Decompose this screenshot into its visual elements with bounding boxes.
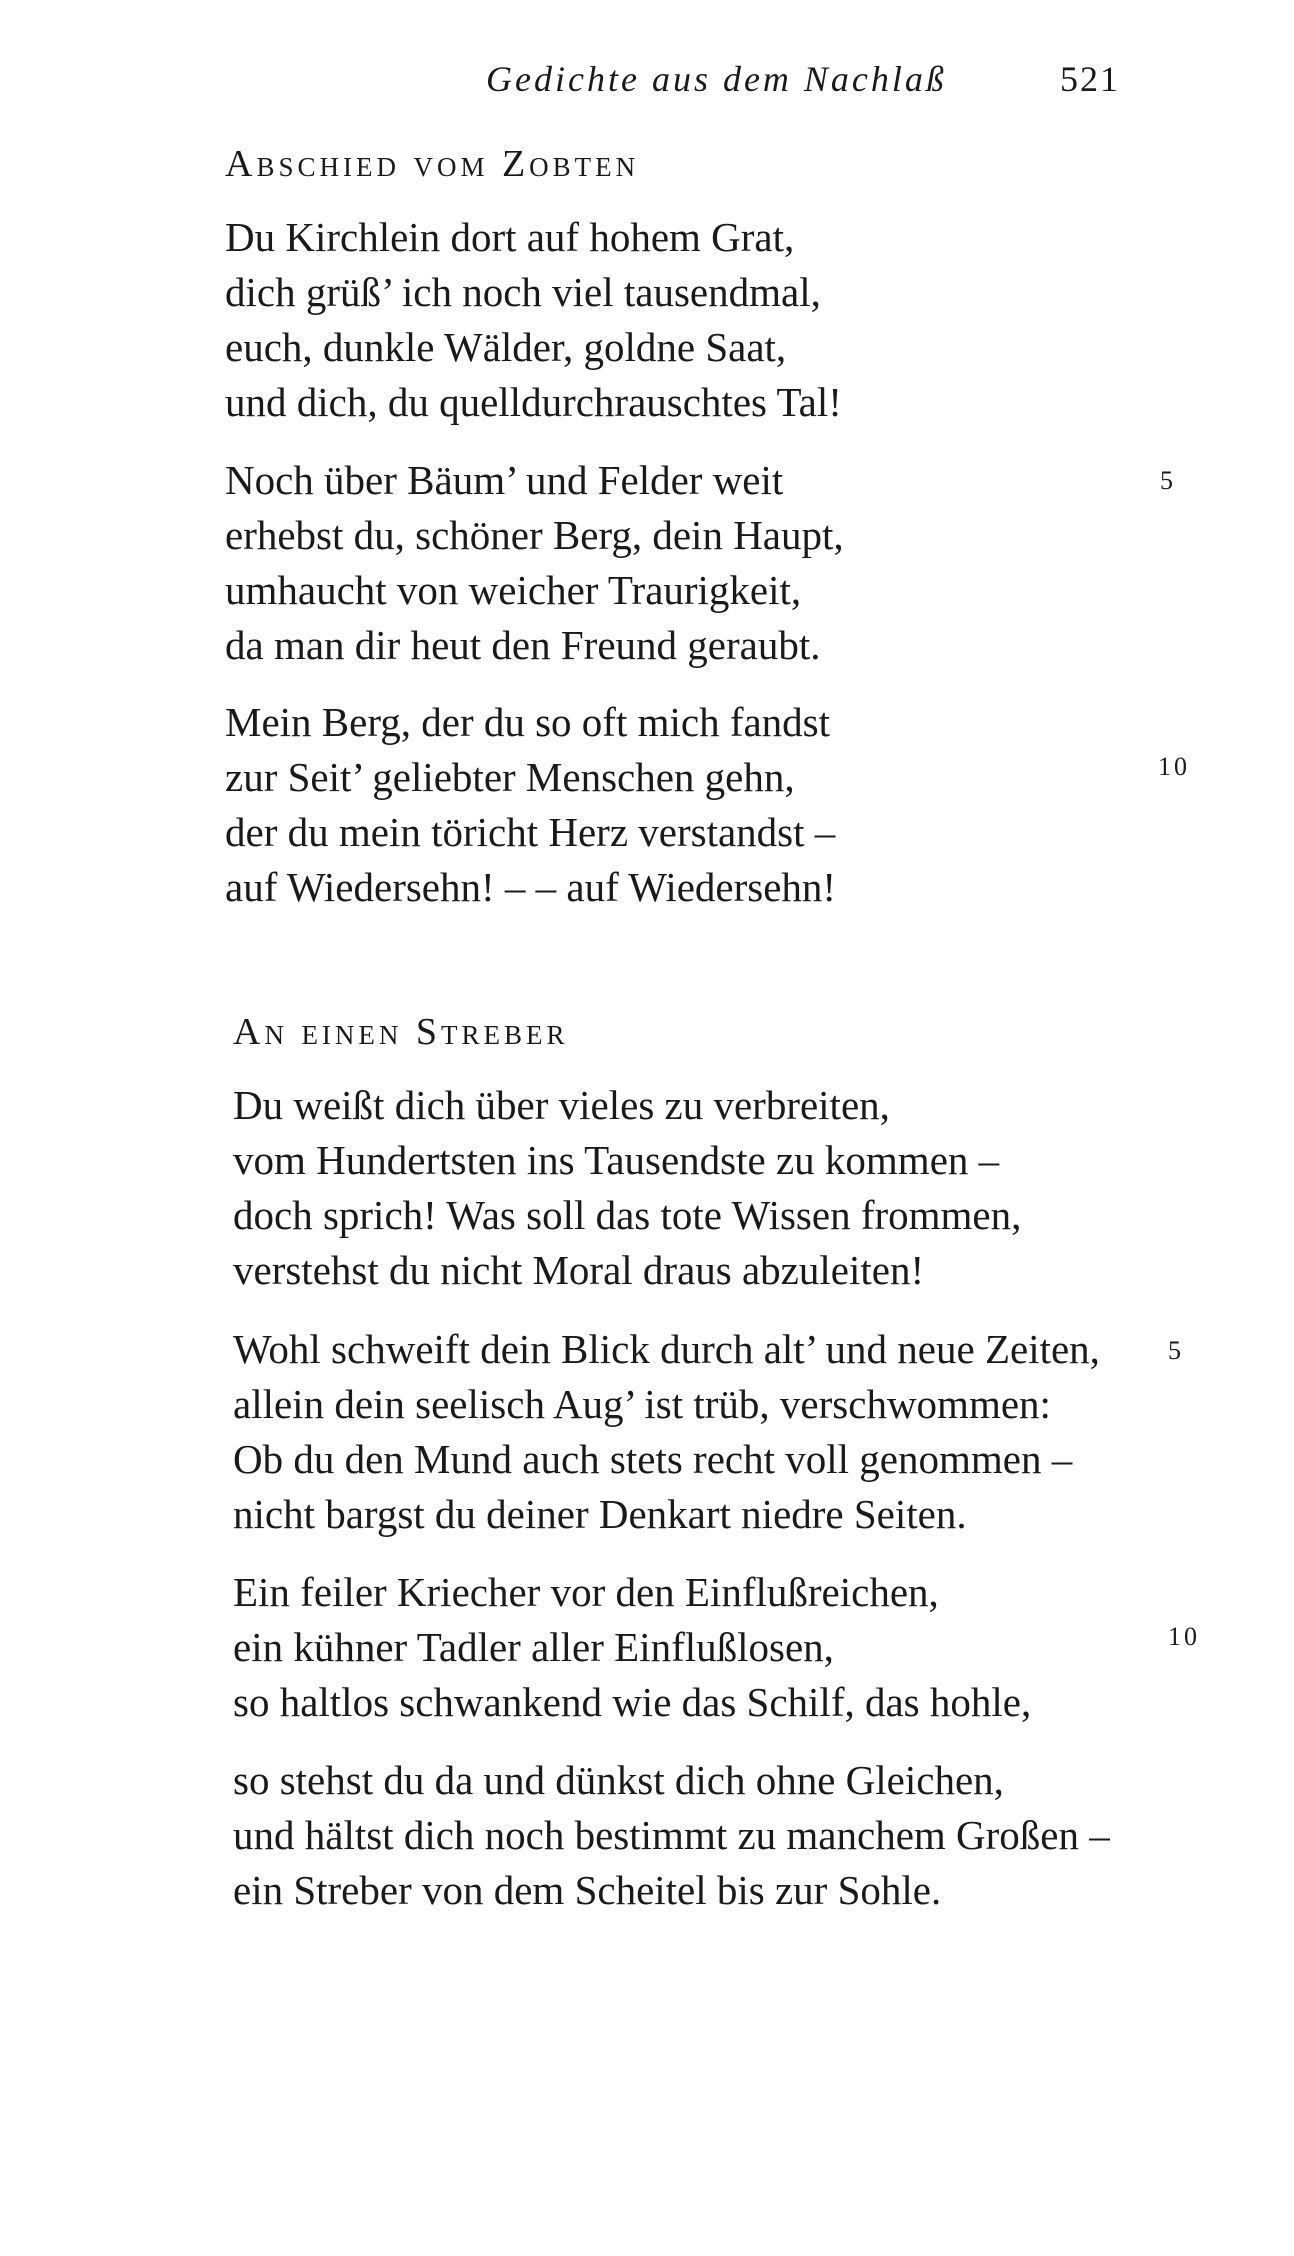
line-number: 5: [1160, 466, 1176, 495]
verse-line: ein Streber von dem Scheitel bis zur Sohle.: [233, 1867, 942, 1913]
verse-line: umhaucht von weicher Traurigkeit,: [225, 567, 802, 613]
line-number: 10: [1158, 752, 1190, 781]
verse-line: Wohl schweift dein Blick durch alt’ und neue Zeiten,: [233, 1326, 1100, 1372]
verse-line: vom Hundertsten ins Tausendste zu kommen –: [233, 1137, 1000, 1183]
verse-line: der du mein töricht Herz verstandst –: [225, 809, 836, 855]
poem-title: An einen Streber: [233, 1011, 569, 1053]
verse-line: ein kühner Tadler aller Einflußlosen,: [233, 1624, 834, 1670]
verse-line: allein dein seelisch Aug’ ist trüb, verschwommen:: [233, 1381, 1051, 1427]
verse-line: verstehst du nicht Moral draus abzuleiten!: [233, 1247, 925, 1293]
verse-line: erhebst du, schöner Berg, dein Haupt,: [225, 512, 844, 558]
verse-line: doch sprich! Was soll das tote Wissen frommen,: [233, 1192, 1022, 1238]
verse-line: Mein Berg, der du so oft mich fandst: [225, 699, 831, 745]
verse-line: auf Wiedersehn! – – auf Wiedersehn!: [225, 864, 837, 910]
line-number: 10: [1168, 1622, 1200, 1651]
line-number: 5: [1168, 1336, 1184, 1365]
verse-line: Ein feiler Kriecher vor den Einflußreichen,: [233, 1569, 939, 1615]
verse-line: euch, dunkle Wälder, goldne Saat,: [225, 324, 787, 370]
verse-line: Ob du den Mund auch stets recht voll genommen –: [233, 1436, 1073, 1482]
verse-line: da man dir heut den Freund geraubt.: [225, 622, 821, 668]
running-head: [0, 50, 1294, 110]
running-title: Gedichte aus dem Nachlaß: [486, 59, 947, 99]
verse-line: Du weißt dich über vieles zu verbreiten,: [233, 1082, 890, 1128]
page-number: 521: [1060, 59, 1120, 99]
verse-line: nicht bargst du deiner Denkart niedre Seiten.: [233, 1491, 967, 1537]
poem-title: Abschied vom Zobten: [225, 143, 640, 185]
verse-line: dich grüß’ ich noch viel tausendmal,: [225, 269, 821, 315]
verse-line: und hältst dich noch bestimmt zu manchem Großen –: [233, 1812, 1110, 1858]
verse-line: Du Kirchlein dort auf hohem Grat,: [225, 214, 795, 260]
verse-line: und dich, du quelldurchrauschtes Tal!: [225, 379, 842, 425]
verse-line: so stehst du da und dünkst dich ohne Gleichen,: [233, 1757, 1004, 1803]
verse-line: so haltlos schwankend wie das Schilf, das hohle,: [233, 1679, 1032, 1725]
verse-line: zur Seit’ geliebter Menschen gehn,: [225, 754, 795, 800]
verse-line: Noch über Bäum’ und Felder weit: [225, 457, 784, 503]
